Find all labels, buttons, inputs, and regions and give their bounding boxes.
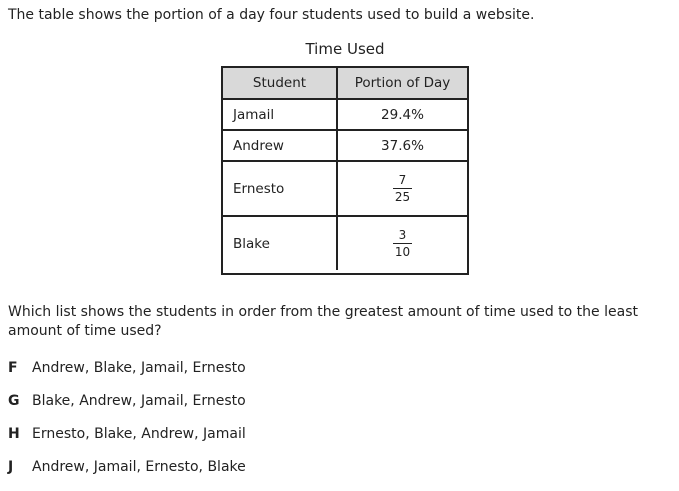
fraction-numerator: 3 <box>398 228 407 242</box>
portion-value: 29.4% <box>381 106 424 123</box>
data-table <box>223 68 467 270</box>
fraction <box>393 173 412 204</box>
answer-choice-h[interactable] <box>8 424 408 457</box>
table-row <box>223 99 467 130</box>
choice-text: Ernesto, Blake, Andrew, Jamail <box>32 426 246 442</box>
fraction-denominator: 10 <box>394 245 411 259</box>
choice-letter: G <box>8 393 20 409</box>
fraction-bar <box>393 243 412 244</box>
student-name: Jamail <box>223 99 337 130</box>
fraction-bar <box>393 188 412 189</box>
answer-choice-j[interactable] <box>8 457 408 490</box>
choice-letter: H <box>8 426 20 442</box>
time-used-table <box>221 66 469 275</box>
table-title: Time Used <box>305 40 385 58</box>
intro-text: The table shows the portion of a day four students used to build a website. <box>8 7 535 23</box>
header-portion-of-day: Portion of Day <box>337 68 467 99</box>
table-row <box>223 216 467 270</box>
student-name: Blake <box>223 216 337 270</box>
choice-letter: F <box>8 360 18 376</box>
choice-text: Blake, Andrew, Jamail, Ernesto <box>32 393 246 409</box>
table-row <box>223 130 467 161</box>
portion-value: 37.6% <box>337 130 467 161</box>
fraction-numerator: 7 <box>398 173 407 187</box>
answer-choice-f[interactable] <box>8 358 408 391</box>
answer-choice-g[interactable] <box>8 391 408 424</box>
choice-letter: J <box>8 459 14 475</box>
table-row <box>223 161 467 216</box>
student-name: Ernesto <box>223 161 337 216</box>
portion-value <box>337 216 467 270</box>
table-header-row <box>223 68 467 99</box>
choice-text: Andrew, Jamail, Ernesto, Blake <box>32 459 246 475</box>
fraction-denominator: 25 <box>394 190 411 204</box>
header-student: Student <box>223 68 337 99</box>
question-text: Which list shows the students in order from the greatest amount of time used to the least amount of time used? <box>8 304 638 339</box>
student-name: Andrew <box>223 130 337 161</box>
fraction <box>393 228 412 259</box>
choice-text: Andrew, Blake, Jamail, Ernesto <box>32 360 246 376</box>
portion-value <box>337 161 467 216</box>
answer-choices <box>8 358 408 490</box>
